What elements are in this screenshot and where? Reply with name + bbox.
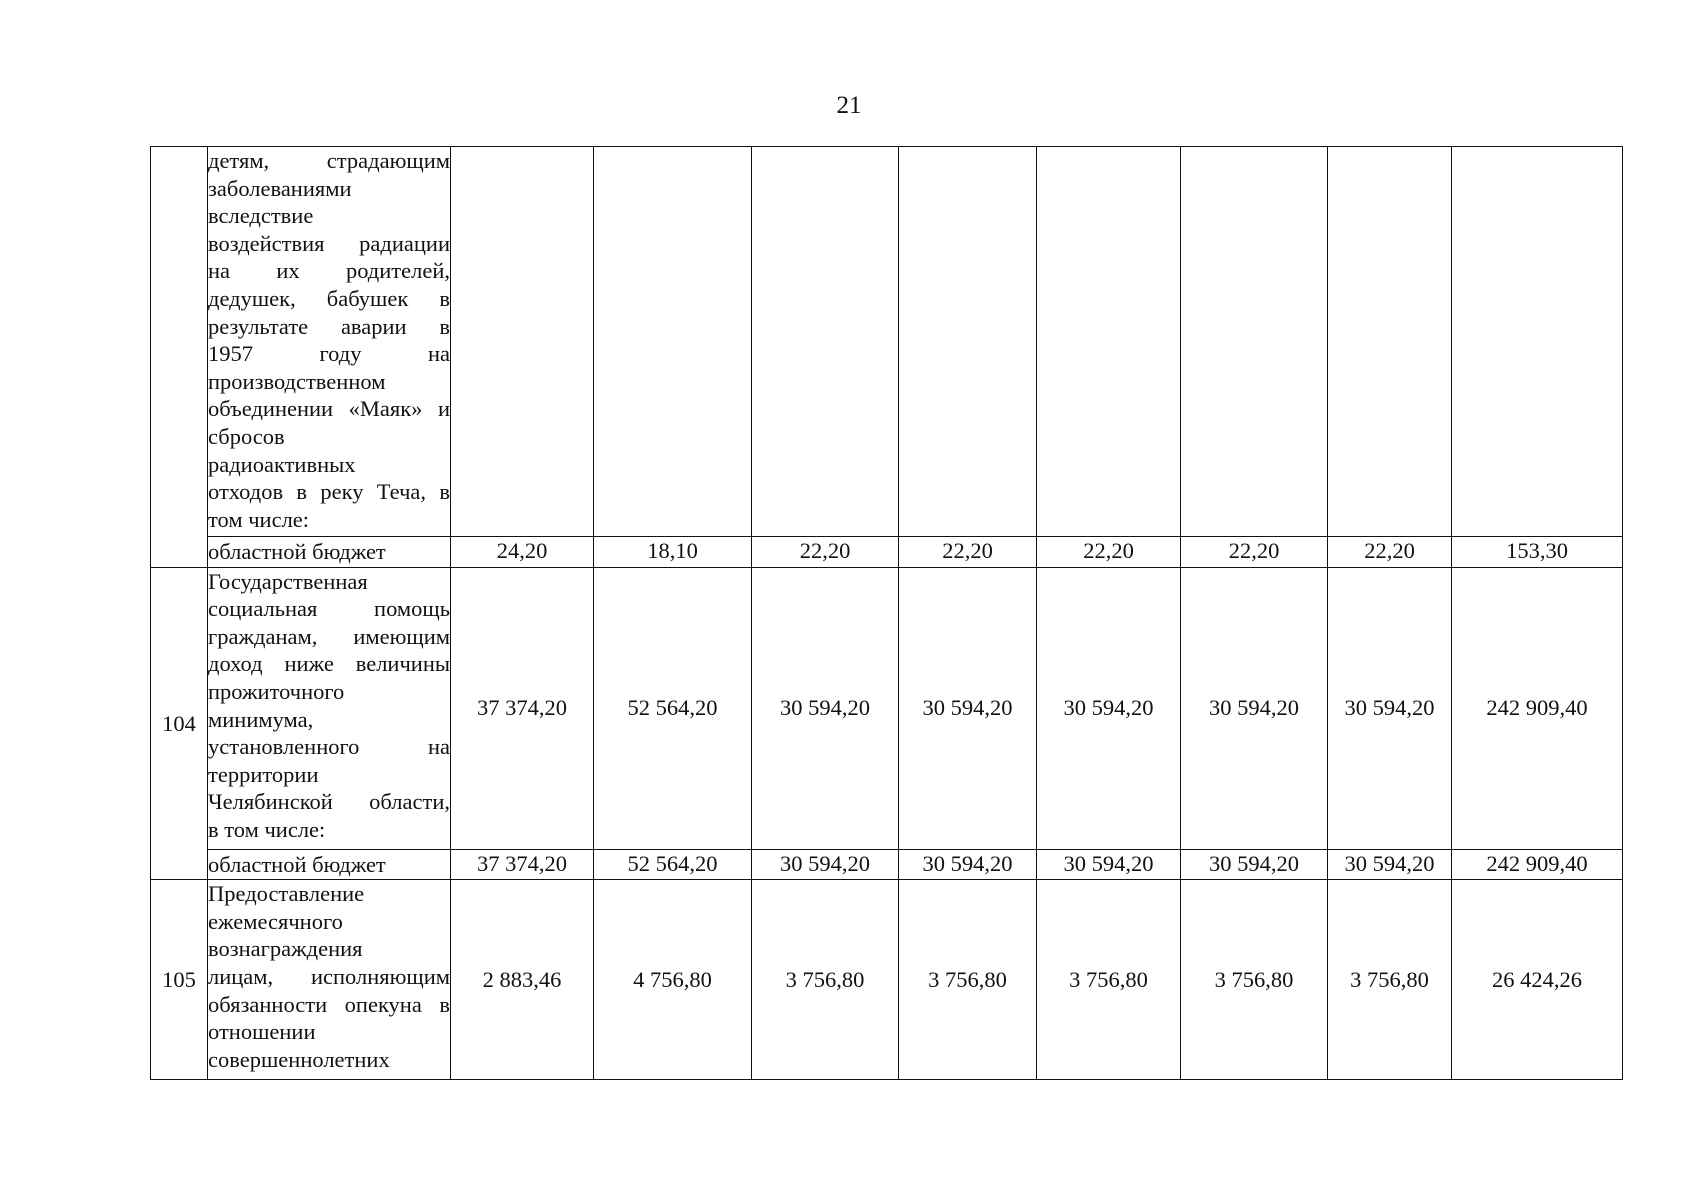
description-line: территории [208,761,319,787]
value-cell: 4 756,80 [594,880,752,1080]
value-cell [752,147,899,537]
description-line: лицам, исполняющим [208,963,450,989]
description-line: воздействия радиации [208,230,450,256]
description-line: дедушек, бабушек в [208,285,450,311]
description-line: на их родителей, [208,258,450,284]
value-cell [899,147,1037,537]
value-cell [1452,147,1623,537]
row-description [208,567,451,849]
value-cell [1037,147,1181,537]
table-row [151,567,1623,849]
table-row [151,147,1623,537]
value-cell: 242 909,40 [1452,567,1623,849]
description-line: вследствие [208,203,314,229]
page-number: 21 [836,92,862,119]
description-line: социальная помощь [208,596,450,622]
description-line: установленного на [208,734,450,760]
description-line: объединении «Маяк» и [208,396,450,422]
table-row-budget [151,537,1623,568]
value-cell: 2 883,46 [451,880,594,1080]
description-line: доход ниже величины [208,651,450,677]
description-line: отходов в реку Теча, в [208,479,450,505]
value-cell: 37 374,20 [451,567,594,849]
value-cell: 30 594,20 [1181,567,1328,849]
value-cell: 3 756,80 [1181,880,1328,1080]
value-cell: 3 756,80 [752,880,899,1080]
budget-value-cell: 30 594,20 [1181,849,1328,880]
value-cell: 3 756,80 [1037,880,1181,1080]
budget-value-cell: 30 594,20 [1037,849,1181,880]
description-line: ежемесячного [208,908,343,934]
budget-value-cell: 30 594,20 [752,849,899,880]
description-line: детям, страдающим [208,148,450,173]
value-cell: 26 424,26 [1452,880,1623,1080]
description-line: гражданам, имеющим [208,623,450,649]
budget-value-cell: 22,20 [899,537,1037,568]
budget-value-cell: 22,20 [1181,537,1328,568]
budget-value-cell: 30 594,20 [1328,849,1452,880]
row-number-cell: 104 [151,567,208,880]
row-number-cell: 105 [151,880,208,1080]
description-line: Государственная [208,568,368,594]
description-line: минимума, [208,706,314,732]
value-cell: 30 594,20 [899,567,1037,849]
budget-value-cell: 22,20 [1037,537,1181,568]
budget-value-cell: 24,20 [451,537,594,568]
value-cell: 3 756,80 [1328,880,1452,1080]
description-line: отношении [208,1019,316,1045]
description-line: в том числе: [208,816,326,842]
row-description [208,880,451,1080]
description-line: производственном [208,368,386,394]
description-line: вознаграждения [208,936,363,962]
table-row [151,880,1623,1080]
budget-value-cell: 30 594,20 [899,849,1037,880]
budget-table [150,146,1623,1080]
budget-value-cell: 22,20 [1328,537,1452,568]
description-line: сбросов [208,423,285,449]
value-cell: 30 594,20 [1037,567,1181,849]
description-line: совершеннолетних [208,1046,390,1072]
description-line: обязанности опекуна в [208,991,450,1017]
budget-value-cell: 52 564,20 [594,849,752,880]
description-line: том числе: [208,506,310,532]
description-line: заболеваниями [208,175,352,201]
value-cell: 30 594,20 [1328,567,1452,849]
budget-label: областной бюджет [208,849,451,880]
value-cell [1181,147,1328,537]
description-line: радиоактивных [208,451,356,477]
description-line: Челябинской области, [208,789,450,815]
value-cell: 52 564,20 [594,567,752,849]
budget-value-cell: 242 909,40 [1452,849,1623,880]
value-cell: 30 594,20 [752,567,899,849]
value-cell [594,147,752,537]
budget-label: областной бюджет [208,537,451,568]
description-line: результате аварии в [208,313,450,339]
value-cell [451,147,594,537]
table-row-budget [151,849,1623,880]
description-line: Предоставление [208,881,365,907]
row-number-cell [151,147,208,568]
budget-value-cell: 22,20 [752,537,899,568]
budget-value-cell: 18,10 [594,537,752,568]
description-line: 1957 году на [208,341,450,367]
description-line: прожиточного [208,678,345,704]
row-description [208,147,451,537]
value-cell [1328,147,1452,537]
budget-value-cell: 37 374,20 [451,849,594,880]
value-cell: 3 756,80 [899,880,1037,1080]
budget-value-cell: 153,30 [1452,537,1623,568]
